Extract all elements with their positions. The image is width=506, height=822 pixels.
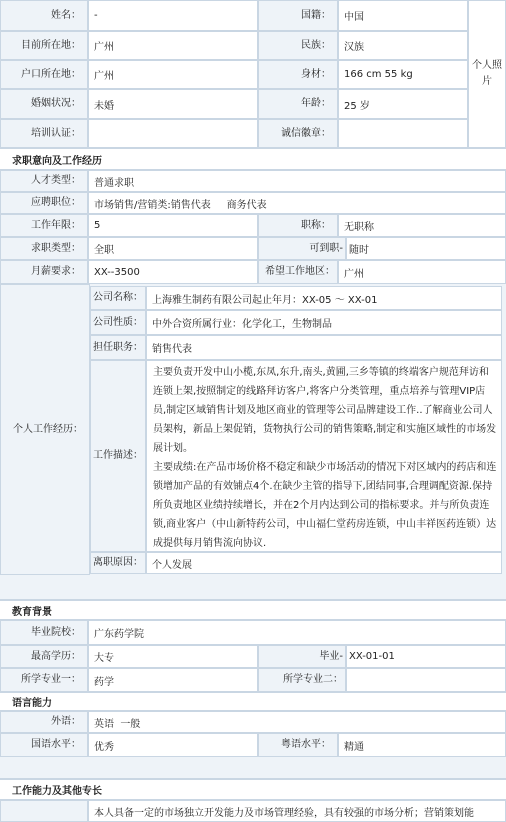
current-location-label: 目前所在地： [0,31,88,60]
company-value: 上海雅生制药有限公司起止年月：XX-05 ～ XX-01 [146,286,502,310]
mandarin-label: 国语水平： [0,733,88,757]
available-value: 随时 [346,237,506,260]
physique-label: 身材： [258,60,338,89]
location-value: 广州 [338,260,506,284]
company-label: 公司名称： [90,286,146,310]
credit-label: 诚信徽章： [258,119,338,148]
nature-label: 公司性质： [90,310,146,335]
hukou-value: 广州 [88,60,258,89]
marital-value: 未婚 [88,89,258,119]
marital-label: 婚姻状况： [0,89,88,119]
talent-type-label: 人才类型： [0,170,88,192]
skills-label-cell [0,800,88,822]
age-value: 25 岁 [338,89,468,119]
major2-label: 所学专业二： [258,668,346,692]
photo-label: 个人照片 [472,60,502,87]
work-description [146,360,502,552]
years-label: 工作年限： [0,214,88,237]
years-value: 5 [88,214,258,237]
desc-paragraph-1: 主要负责开发中山小榄,东凤,东升,南头,黄圃,三乡等镇的终端客户规范拜访和连锁上架,按照制定的线路拜访客户,将客户分类管理，重点培养与管理VIP店员,制定区域销售计划及地区商业的管理等公司品牌建设工作..了解商业公司人员架构，新品上架促销，货物执行公司的销售策略,制定和实施区域性的市场发展计划。 [153,367,497,454]
ethnicity-label: 民族： [258,31,338,60]
skills-text: 本人具备一定的市场独立开发能力及市场管理经验，具有较强的市场分析；营销策划能 [88,800,506,822]
talent-type-value: 普通求职 [88,170,506,192]
certification-value [88,119,258,148]
spacer-row-2 [0,757,506,779]
credit-value [338,119,468,148]
nationality-label: 国籍： [258,0,338,31]
nature-value: 中外合资所属行业：化学化工，生物制品 [146,310,502,335]
experience-label: 个人工作经历： [0,284,90,575]
name-label: 姓名： [0,0,88,31]
job-type-value: 全职 [88,237,258,260]
section-title-education: 教育背景 [0,600,506,620]
section-title-job-intent: 求职意向及工作经历 [0,148,506,170]
hukou-label: 户口所在地： [0,60,88,89]
grad-value: XX-01-01 [346,645,506,668]
position-label: 应聘职位： [0,192,88,214]
role-label: 担任职务： [90,335,146,360]
cantonese-label: 粤语水平： [258,733,338,757]
degree-label: 最高学历： [0,645,88,668]
mandarin-value: 优秀 [88,733,258,757]
title-label: 职称： [258,214,338,237]
certification-label: 培训认证： [0,119,88,148]
desc-paragraph-2: 主要成绩:在产品市场价格不稳定和缺少市场活动的情况下对区域内的药店和连锁增加产品的有效铺点4个.在缺少主管的指导下,团结同事,合理调配资源.保持所负责地区业绩持续增长，并在2个月内达到公司的指标要求。并与所负责连锁,商业客户（中山新特药公司，中山福仁堂药房连锁，中山丰祥医药连锁）达成提供每月销售流向协议. [153,462,497,549]
foreign-label: 外语： [0,711,88,733]
nationality-value: 中国 [338,0,468,31]
leave-value: 个人发展 [146,552,502,574]
section-title-skills: 工作能力及其他专长 [0,779,506,800]
major2-value [346,668,506,692]
available-label: 可到职- [258,237,346,260]
age-label: 年龄： [258,89,338,119]
salary-label: 月薪要求： [0,260,88,284]
location-label: 希望工作地区： [258,260,338,284]
position-value: 市场销售/营销类:销售代表 商务代表 [88,192,506,214]
major-value: 药学 [88,668,258,692]
spacer-row [0,575,506,600]
desc-label: 工作描述： [90,360,146,552]
name-value: - [88,0,258,31]
degree-value: 大专 [88,645,258,668]
ethnicity-value: 汉族 [338,31,468,60]
foreign-value: 英语 一般 [88,711,506,733]
leave-label: 离职原因： [90,552,146,574]
section-title-language: 语言能力 [0,692,506,711]
grad-label: 毕业- [258,645,346,668]
school-label: 毕业院校： [0,620,88,645]
school-value: 广东药学院 [88,620,506,645]
current-location-value: 广州 [88,31,258,60]
cantonese-value: 精通 [338,733,506,757]
job-type-label: 求职类型： [0,237,88,260]
photo-placeholder [468,0,506,148]
physique-value: 166 cm 55 kg [338,60,468,89]
title-value: 无职称 [338,214,506,237]
major-label: 所学专业一： [0,668,88,692]
role-value: 销售代表 [146,335,502,360]
salary-value: XX--3500 [88,260,258,284]
